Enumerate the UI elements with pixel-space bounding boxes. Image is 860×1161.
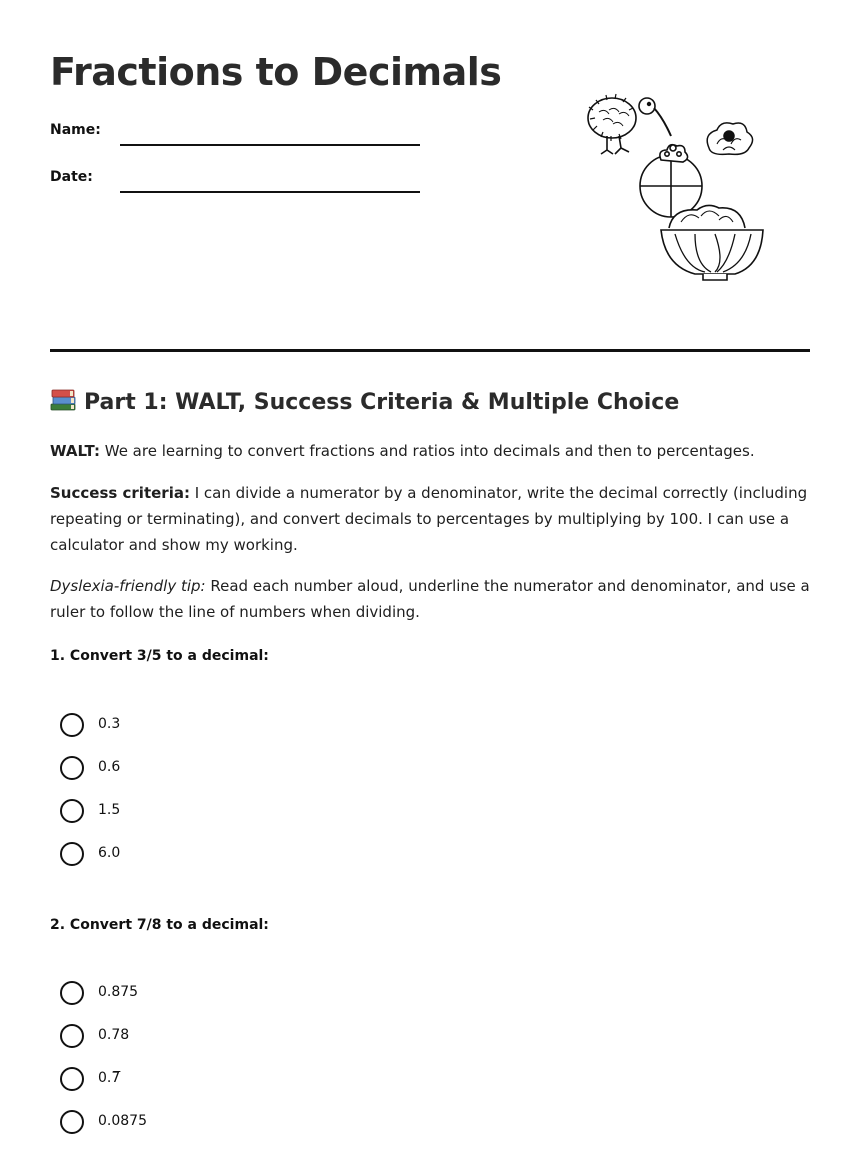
radio-button[interactable] (60, 713, 84, 737)
question-1-option-a[interactable] (60, 713, 360, 739)
fruit-bowl-icon (661, 205, 763, 280)
radio-button[interactable] (60, 799, 84, 823)
question-1-option-c[interactable] (60, 799, 360, 825)
option-label: 6.0 (98, 845, 121, 861)
radio-button[interactable] (60, 981, 84, 1005)
dyslexia-tip-paragraph (50, 573, 810, 625)
part1-heading (50, 388, 679, 415)
question-2-option-b[interactable] (60, 1024, 360, 1050)
question-2-option-d[interactable] (60, 1110, 360, 1136)
radio-button[interactable] (60, 1024, 84, 1048)
fraction-circle-icon (640, 145, 702, 217)
pavlova-icon (707, 123, 752, 155)
radio-button[interactable] (60, 1110, 84, 1134)
worksheet-page (50, 0, 810, 1161)
option-label: 0.875 (98, 984, 139, 1000)
option-label: 0.78 (98, 1027, 130, 1043)
date-label: Date: (50, 169, 93, 185)
question-1-option-d[interactable] (60, 842, 360, 868)
tip-text: Read each number aloud, underline the numerator and denominator, and use a ruler to follow the line of numbers when dividing. (50, 577, 810, 621)
question-2-prompt: 2. Convert 7/8 to a decimal: (50, 917, 269, 933)
option-label: 0.7̅ (98, 1070, 121, 1086)
question-2-option-c[interactable] (60, 1067, 360, 1093)
success-text: I can divide a numerator by a denominator, write the decimal correctly (including repeating or terminating), and convert decimals to percentages by multiplying by 100. I can use a calculator and show my working. (50, 484, 808, 554)
walt-text: We are learning to convert fractions and ratios into decimals and then to percentages. (99, 442, 755, 460)
kiwi-bird-icon (588, 94, 671, 154)
radio-button[interactable] (60, 842, 84, 866)
success-criteria-paragraph (50, 480, 810, 558)
header-divider (50, 349, 810, 352)
worksheet-illustration (585, 88, 770, 288)
radio-button[interactable] (60, 756, 84, 780)
radio-button[interactable] (60, 1067, 84, 1091)
books-icon (50, 388, 78, 412)
tip-label: Dyslexia-friendly tip: (50, 577, 206, 595)
walt-paragraph (50, 438, 810, 464)
name-field[interactable] (120, 144, 420, 146)
option-label: 1.5 (98, 802, 121, 818)
question-2-option-a[interactable] (60, 981, 360, 1007)
name-field-row (50, 122, 430, 152)
part1-heading-text: Part 1: WALT, Success Criteria & Multiple Choice (84, 390, 680, 415)
question-1-prompt: 1. Convert 3/5 to a decimal: (50, 648, 269, 664)
success-label: Success criteria: (50, 484, 190, 502)
option-label: 0.6 (98, 759, 121, 775)
question-1-option-b[interactable] (60, 756, 360, 782)
date-field[interactable] (120, 191, 420, 193)
date-field-row (50, 169, 430, 199)
walt-label: WALT: (50, 442, 100, 460)
name-label: Name: (50, 122, 101, 138)
option-label: 0.3 (98, 716, 121, 732)
option-label: 0.0875 (98, 1113, 147, 1129)
page-title: Fractions to Decimals (50, 50, 502, 94)
